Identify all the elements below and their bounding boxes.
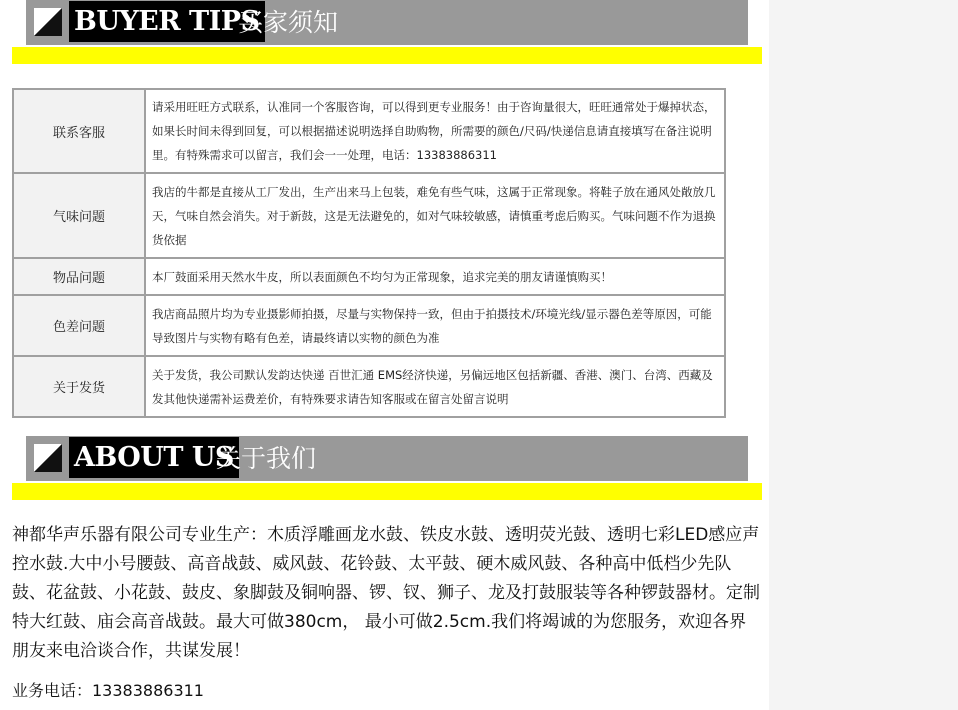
diagonal-square-icon bbox=[34, 8, 62, 36]
diagonal-square-icon bbox=[34, 444, 62, 472]
table-row bbox=[13, 356, 725, 417]
about-us-title-en: ABOUT US bbox=[69, 437, 239, 478]
row-label: 色差问题 bbox=[13, 295, 145, 356]
about-us-header bbox=[26, 436, 748, 481]
buyer-tips-title-cn: 买家须知 bbox=[238, 8, 339, 37]
row-text: 本厂鼓面采用天然水牛皮，所以表面颜色不均匀为正常现象，追求完美的朋友请谨慎购买！ bbox=[145, 258, 725, 295]
buyer-tips-table bbox=[12, 88, 726, 418]
business-phone: 业务电话：13383886311 bbox=[12, 681, 204, 700]
about-description: 神都华声乐器有限公司专业生产：木质浮雕画龙水鼓、铁皮水鼓、透明荧光鼓、透明七彩LED感应声控水鼓.大中小号腰鼓、高音战鼓、威风鼓、花铃鼓、太平鼓、硬木威风鼓、各种高中低档少先队鼓、花盆鼓、小花鼓、鼓皮、象脚鼓及铜响器、锣、钗、狮子、龙及打鼓服装等各种锣鼓器材。定制特大红鼓、庙会高音战鼓。最大可做380cm， 最小可做2.5cm.我们将竭诚的为您服务，欢迎各界朋友来电洽谈合作，共谋发展！ bbox=[12, 525, 760, 661]
row-label: 气味问题 bbox=[13, 173, 145, 258]
row-text: 我店商品照片均为专业摄影师拍摄，尽量与实物保持一致，但由于拍摄技术/环境光线/显示器色差等原因，可能导致图片与实物有略有色差，请最终请以实物的颜色为准 bbox=[145, 295, 725, 356]
row-text: 我店的牛都是直接从工厂发出，生产出来马上包装，难免有些气味，这属于正常现象。将鞋子放在通风处敞放几天，气味自然会消失。对于新鼓，这是无法避免的，如对气味较敏感，请慎重考虑后购买。气味问题不作为退换货依据 bbox=[145, 173, 725, 258]
about-us-divider bbox=[12, 483, 762, 500]
buyer-tips-title-en: BUYER TIPS bbox=[69, 1, 265, 42]
about-us-title-cn: 关于我们 bbox=[216, 444, 317, 473]
table-row bbox=[13, 89, 725, 173]
row-label: 关于发货 bbox=[13, 356, 145, 417]
buyer-tips-header bbox=[26, 0, 748, 45]
row-label: 联系客服 bbox=[13, 89, 145, 173]
row-text: 关于发货，我公司默认发韵达快递 百世汇通 EMS经济快递，另偏远地区包括新疆、香港、澳门、台湾、西藏及发其他快递需补运费差价，有特殊要求请告知客服或在留言处留言说明 bbox=[145, 356, 725, 417]
right-gutter bbox=[769, 0, 958, 710]
table-row bbox=[13, 173, 725, 258]
buyer-tips-divider bbox=[12, 47, 762, 64]
table-row bbox=[13, 295, 725, 356]
table-row bbox=[13, 258, 725, 295]
row-text: 请采用旺旺方式联系，认准同一个客服咨询，可以得到更专业服务！由于咨询量很大，旺旺通常处于爆掉状态，如果长时间未得到回复，可以根据描述说明选择自助购物，所需要的颜色/尺码/快递信息请直接填写在备注说明里。有特殊需求可以留言，我们会一一处理，电话：13383886311 bbox=[145, 89, 725, 173]
row-label: 物品问题 bbox=[13, 258, 145, 295]
